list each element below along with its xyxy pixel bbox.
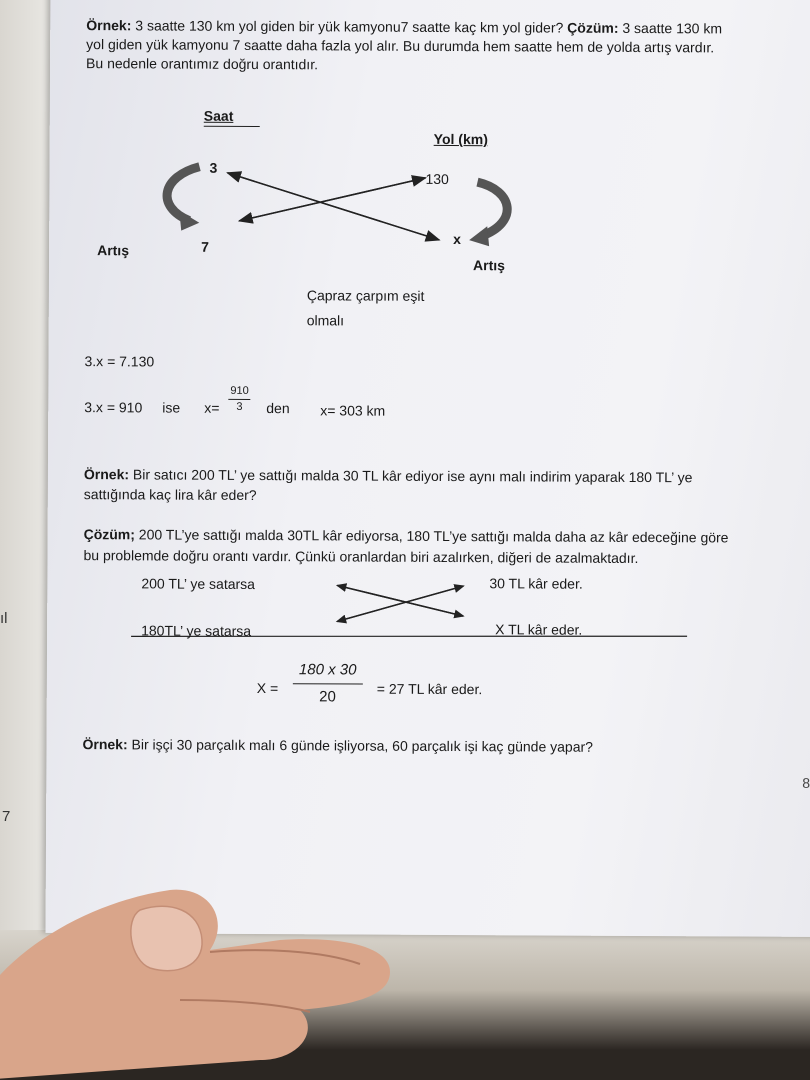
diagram1-left-label: Artış bbox=[97, 242, 130, 259]
example1-line3: Bu nedenle orantımız doğru orantıdır. bbox=[86, 55, 319, 73]
left-page-number-a: ıl bbox=[0, 610, 8, 627]
diagram1-left-bottom: 7 bbox=[201, 238, 209, 255]
diagram2-left-bottom: 180TL’ ye satarsa bbox=[141, 622, 252, 639]
equation-1: 3.x = 7.130 bbox=[84, 353, 155, 370]
example2-line2: sattığında kaç lira kâr eder? bbox=[83, 486, 257, 503]
example1-line2: yol giden yük kamyonu 7 saatte daha fazla yol alır. Bu durumda hem saatte hem de yolda artış vardır. bbox=[86, 36, 715, 56]
left-page-number-b: 7 bbox=[2, 808, 11, 825]
example2-line1: Örnek: Bir satıcı 200 TL’ ye sattığı malda 30 TL kâr ediyor ise aynı malı indirim yaparak 180 TL’ ye bbox=[83, 466, 693, 486]
equation-3-fraction: $\frac{180 x 30}{20}$ bbox=[293, 657, 363, 710]
diagram1-right-label: Artış bbox=[472, 257, 505, 274]
equation-2-result: x= 303 km bbox=[320, 402, 386, 419]
curved-arrow-left bbox=[167, 167, 200, 221]
diagram1-right-top: 130 bbox=[425, 170, 449, 188]
col-header-saat: Saat bbox=[203, 107, 234, 124]
equation-2-ise: ise bbox=[162, 399, 181, 416]
equation-2-x-eq: x= bbox=[204, 399, 220, 416]
equation-3-lhs: X = bbox=[256, 680, 279, 697]
equation-2-fraction: $\frac{910}{3}$ bbox=[228, 384, 251, 415]
equation-3-rhs: = 27 TL kâr eder. bbox=[376, 680, 483, 698]
equation-2-den: den bbox=[266, 400, 290, 417]
arrow-to-x bbox=[227, 173, 439, 240]
curved-arrow-right bbox=[477, 182, 507, 236]
book-page bbox=[46, 0, 810, 937]
diagram1-caption-line2: olmalı bbox=[306, 312, 345, 329]
equation-2-left: 3.x = 910 bbox=[84, 399, 143, 416]
arrow-to-7 bbox=[239, 177, 425, 222]
diagram1-left-top: 3 bbox=[209, 159, 218, 176]
diagram2-right-top: 30 TL kâr eder. bbox=[489, 575, 583, 592]
diagram2-left-top: 200 TL’ ye satarsa bbox=[141, 575, 256, 592]
example2-solution-line1: Çözüm; 200 TL’ye sattığı malda 30TL kâr ediyorsa, 180 TL’ye sattığı malda daha az kâr edeceğine göre bbox=[83, 526, 729, 546]
example3-line: Örnek: Bir işçi 30 parçalık malı 6 günde işliyorsa, 60 parçalık işi kaç günde yapar? bbox=[82, 736, 594, 755]
hand-holding-page bbox=[0, 880, 420, 1080]
page-number: 8 bbox=[802, 774, 810, 791]
col-header-yol: Yol (km) bbox=[433, 130, 488, 148]
diagram2-right-bottom: X TL kâr eder. bbox=[495, 621, 583, 638]
example1-line1: Örnek: 3 saatte 130 km yol giden bir yük kamyonu7 saatte kaç km yol gider? Çözüm: 3 saatte 130 km bbox=[86, 17, 723, 37]
diagram1-caption-line1: Çapraz çarpım eşit bbox=[306, 287, 425, 304]
example2-solution-line2: bu problemde doğru orantı vardır. Çünkü oranlardan biri azalırken, diğeri de azalmaktadır. bbox=[83, 547, 639, 566]
diagram1-right-bottom: x bbox=[453, 231, 462, 248]
